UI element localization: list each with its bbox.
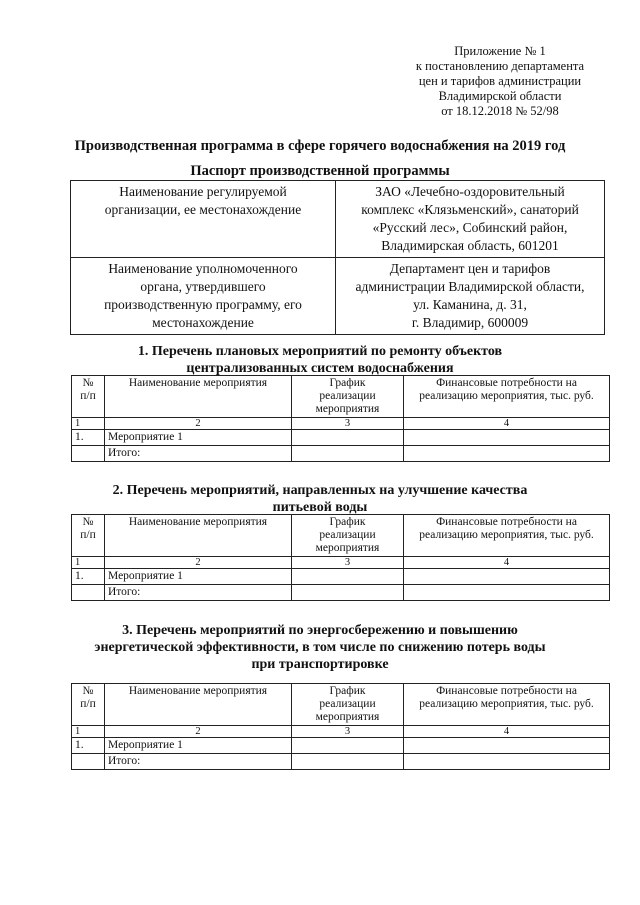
total-finance [404, 446, 610, 462]
col-name-header: Наименование мероприятия [105, 515, 292, 557]
col-finance-header [404, 515, 610, 557]
column-number-row [72, 418, 610, 430]
col-name-header: Наименование мероприятия [105, 376, 292, 418]
program-title: Производственная программа в сфере горячего водоснабжения на 2019 год [74, 138, 566, 154]
row-name: Мероприятие 1 [105, 430, 292, 446]
column-number: 4 [404, 418, 610, 430]
table-row [72, 430, 610, 446]
col-finance-header [404, 684, 610, 726]
row-number: 1. [72, 569, 105, 585]
row-name: Мероприятие 1 [105, 569, 292, 585]
column-number-row [72, 726, 610, 738]
text-line: Финансовые потребности на [436, 377, 577, 389]
annex-line: цен и тарифов администрации [418, 74, 582, 88]
col-schedule-header [292, 376, 404, 418]
text-line: 1. Перечень плановых мероприятий по ремонту объектов [137, 344, 503, 359]
total-schedule [292, 446, 404, 462]
passport-value [336, 181, 605, 258]
row-schedule [292, 569, 404, 585]
row-schedule [292, 738, 404, 754]
text-line: Наименование уполномоченного [108, 261, 298, 276]
section-2-table [71, 514, 610, 601]
text-line: График [329, 685, 366, 697]
row-schedule [292, 430, 404, 446]
col-no-header [72, 684, 105, 726]
text-line: 2. Перечень мероприятий, направленных на улучшение качества [112, 483, 528, 498]
column-number: 3 [292, 418, 404, 430]
header-row [72, 684, 610, 726]
header-row [72, 376, 610, 418]
text-line: «Русский лес», Собинский район, [372, 220, 568, 235]
passport-row [71, 258, 605, 335]
section-1-title [0, 343, 640, 377]
table-row [72, 738, 610, 754]
passport-row [71, 181, 605, 258]
text-line: мероприятия [315, 711, 380, 723]
text-line: реализации [319, 529, 376, 541]
column-number: 3 [292, 557, 404, 569]
passport-title: Паспорт производственной программы [190, 163, 450, 179]
column-number: 1 [72, 726, 105, 738]
text-line: производственную программу, его [104, 297, 302, 312]
section-3-table [71, 683, 610, 770]
column-number: 4 [404, 557, 610, 569]
column-number: 2 [105, 418, 292, 430]
row-finance [404, 569, 610, 585]
row-number: 1. [72, 738, 105, 754]
column-number: 2 [105, 726, 292, 738]
passport-label [71, 258, 336, 335]
text-line: ЗАО «Лечебно-оздоровительный [375, 184, 565, 199]
section-3-title [0, 622, 640, 673]
text-line: п/п [80, 698, 96, 710]
text-line: органа, утвердившего [140, 279, 266, 294]
col-name-header: Наименование мероприятия [105, 684, 292, 726]
text-line: мероприятия [315, 542, 380, 554]
column-number-row [72, 557, 610, 569]
text-line: График [329, 377, 366, 389]
text-line: реализацию мероприятия, тыс. руб. [419, 698, 594, 710]
text-line: реализации [319, 698, 376, 710]
column-number: 2 [105, 557, 292, 569]
text-line: 3. Перечень мероприятий по энергосбережению и повышению [122, 623, 518, 638]
annex-line: от 18.12.2018 № 52/98 [441, 104, 559, 118]
total-schedule [292, 754, 404, 770]
text-line: реализацию мероприятия, тыс. руб. [419, 529, 594, 541]
annex-line: Приложение № 1 [454, 44, 546, 58]
col-schedule-header [292, 515, 404, 557]
text-line: организации, ее местонахождение [104, 202, 302, 217]
section-2-title [0, 482, 640, 516]
total-label: Итого: [105, 754, 292, 770]
passport-table [70, 180, 605, 335]
text-line: Департамент цен и тарифов [389, 261, 551, 276]
row-name: Мероприятие 1 [105, 738, 292, 754]
text-line: мероприятия [315, 403, 380, 415]
text-line: № [82, 516, 94, 528]
column-number: 4 [404, 726, 610, 738]
row-number: 1. [72, 430, 105, 446]
total-finance [404, 585, 610, 601]
total-row [72, 585, 610, 601]
total-no [72, 446, 105, 462]
col-no-header [72, 376, 105, 418]
row-finance [404, 738, 610, 754]
text-line: ул. Каманина, д. 31, [413, 297, 527, 312]
annex-line: Владимирской области [438, 89, 562, 103]
passport-label [71, 181, 336, 258]
column-number: 3 [292, 726, 404, 738]
annex-line: к постановлению департамента [415, 59, 585, 73]
text-line: местонахождение [152, 315, 254, 330]
text-line: комплекс «Клязьменский», санаторий [361, 202, 579, 217]
text-line: п/п [80, 529, 96, 541]
text-line: централизованных систем водоснабжения [186, 361, 454, 376]
section-1-table [71, 375, 610, 462]
total-label: Итого: [105, 446, 292, 462]
text-line: График [329, 516, 366, 528]
text-line: реализацию мероприятия, тыс. руб. [419, 390, 594, 402]
column-number: 1 [72, 557, 105, 569]
total-finance [404, 754, 610, 770]
text-line: реализации [319, 390, 376, 402]
column-number: 1 [72, 418, 105, 430]
total-schedule [292, 585, 404, 601]
total-label: Итого: [105, 585, 292, 601]
text-line: № [82, 377, 94, 389]
col-no-header [72, 515, 105, 557]
text-line: Финансовые потребности на [436, 516, 577, 528]
text-line: энергетической эффективности, в том числе по снижению потерь воды [94, 640, 546, 655]
col-finance-header [404, 376, 610, 418]
table-row [72, 569, 610, 585]
row-finance [404, 430, 610, 446]
text-line: № [82, 685, 94, 697]
col-schedule-header [292, 684, 404, 726]
text-line: г. Владимир, 600009 [411, 315, 529, 330]
text-line: п/п [80, 390, 96, 402]
header-row [72, 515, 610, 557]
text-line: администрации Владимирской области, [355, 279, 585, 294]
text-line: питьевой воды [272, 500, 368, 515]
text-line: Финансовые потребности на [436, 685, 577, 697]
total-row [72, 446, 610, 462]
total-no [72, 585, 105, 601]
text-line: при транспортировке [251, 657, 389, 672]
text-line: Владимирская область, 601201 [381, 238, 559, 253]
annex-block [395, 44, 605, 119]
passport-value [336, 258, 605, 335]
total-row [72, 754, 610, 770]
total-no [72, 754, 105, 770]
text-line: Наименование регулируемой [119, 184, 287, 199]
